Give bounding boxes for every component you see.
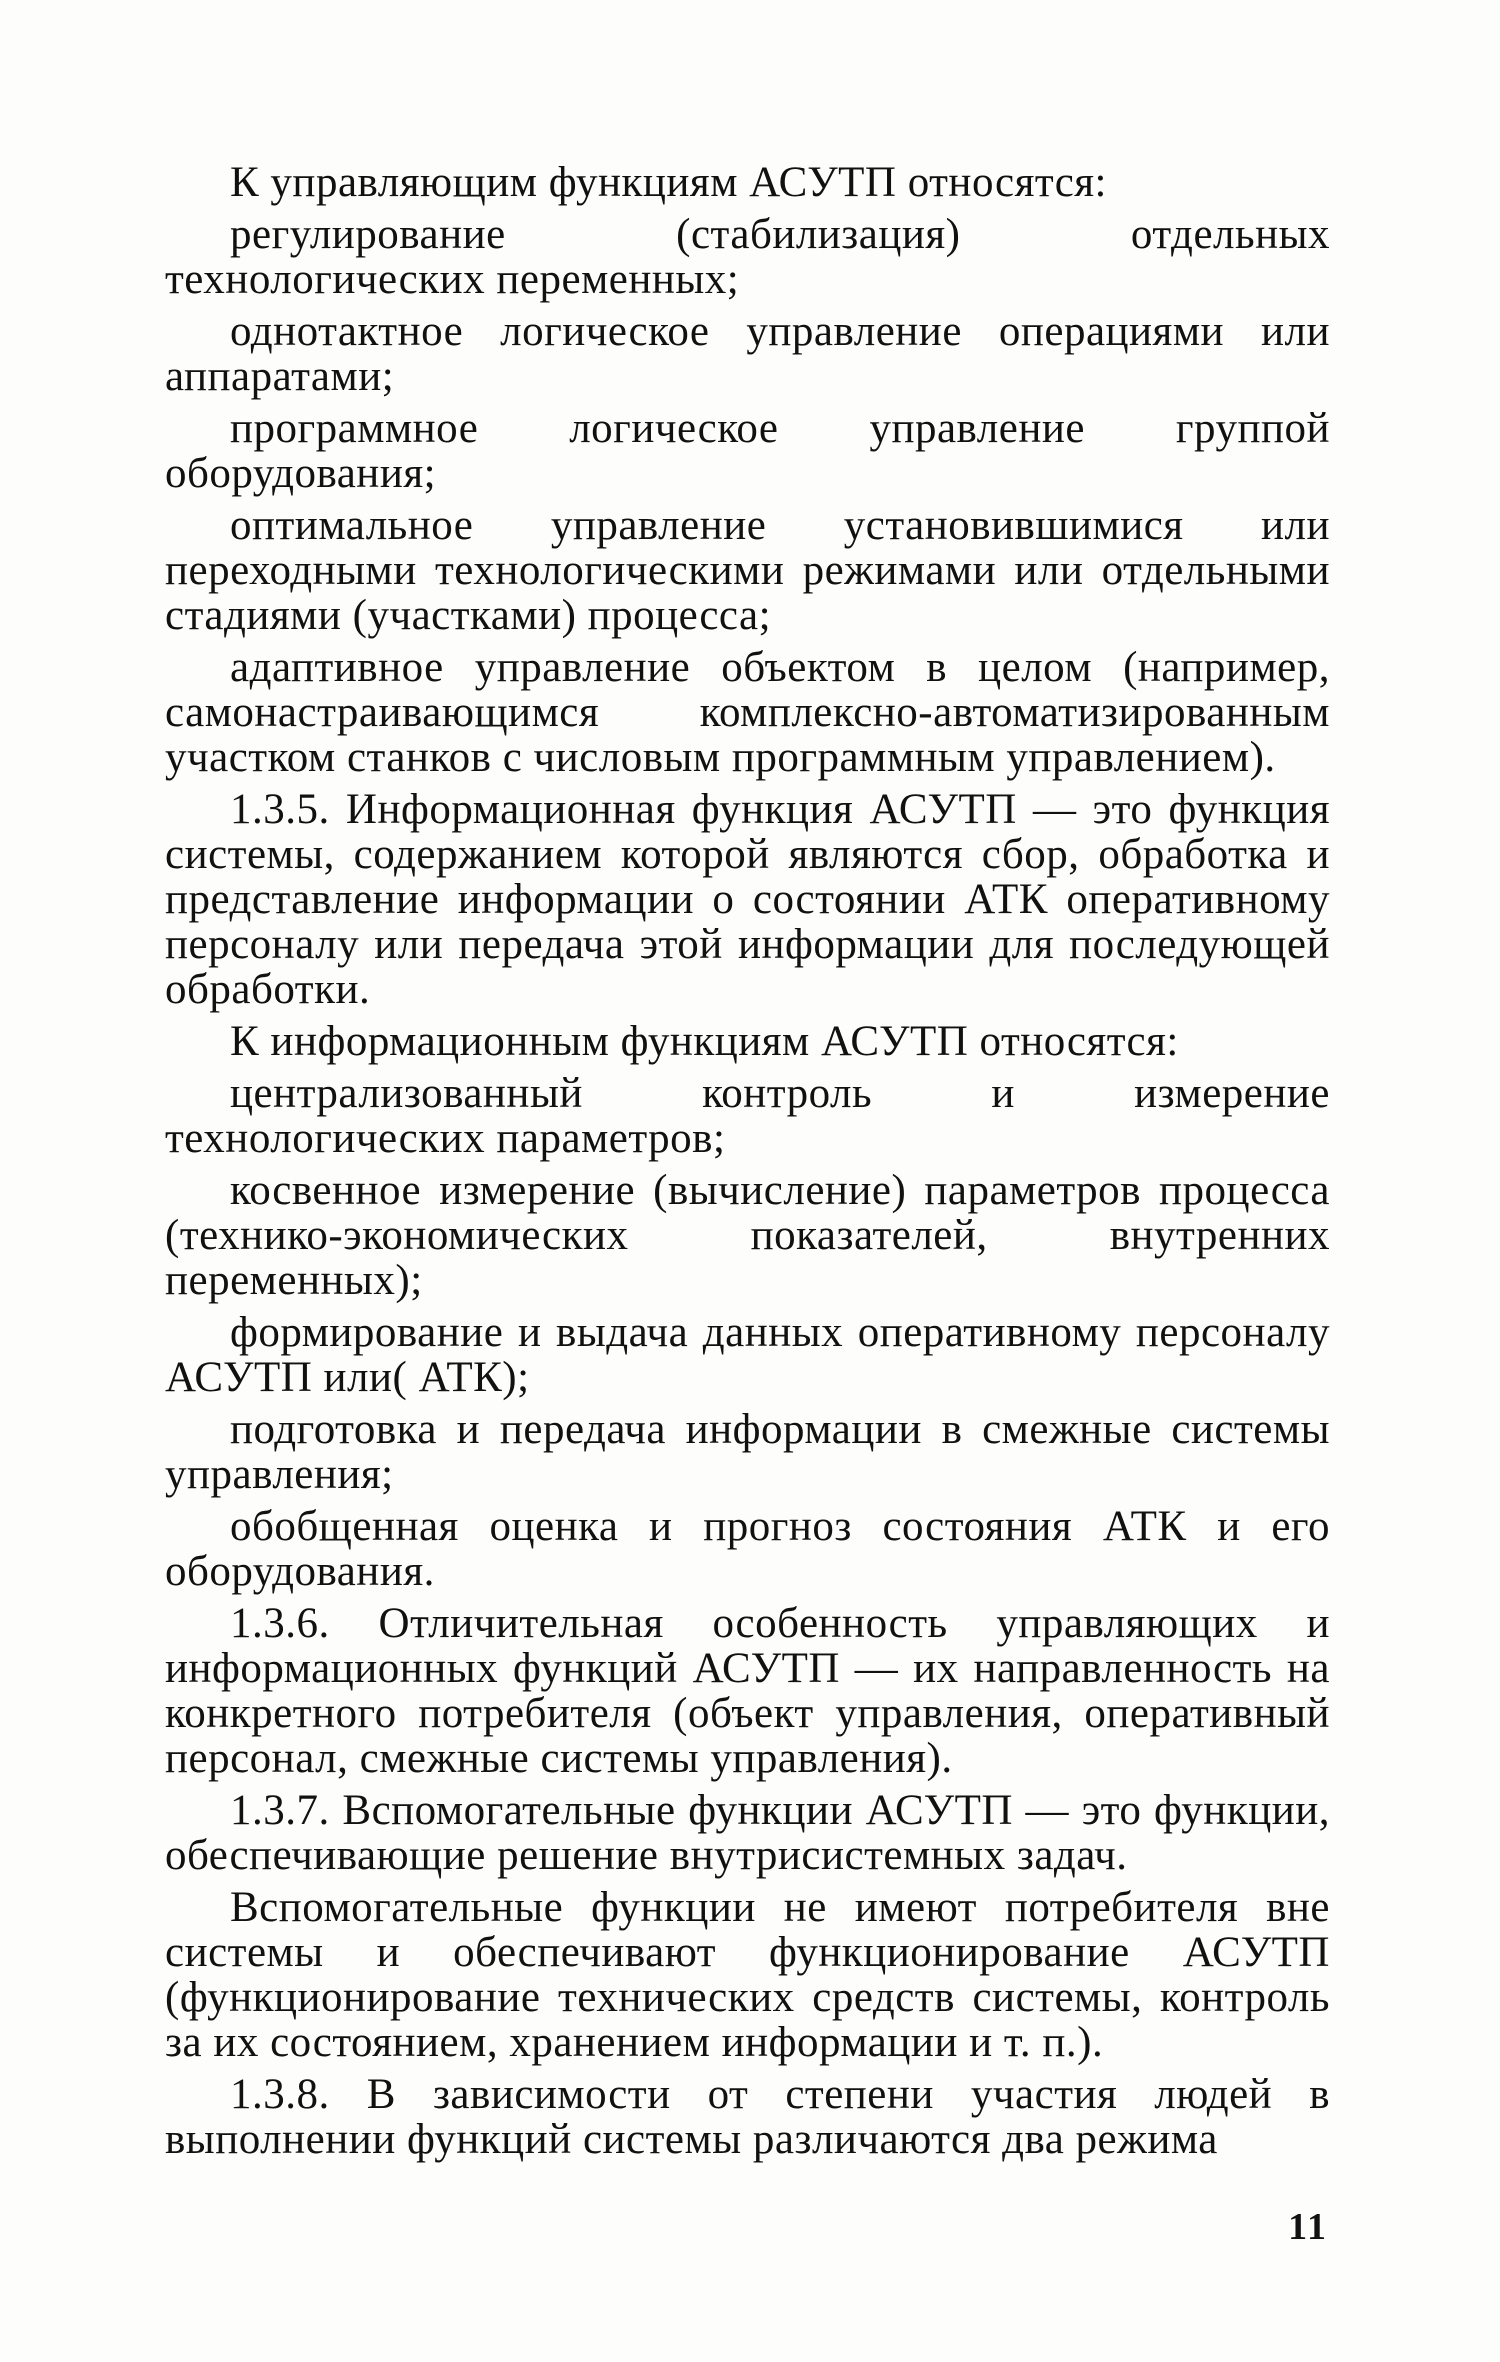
page-number: 11 [1288,2206,1328,2248]
paragraph-regulation: регулирование (стабилизация) отдельных технологических переменных; [165,211,1330,303]
paragraph-single-step-logic: однотактное логическое управление операциями или аппаратами; [165,308,1330,400]
paragraph-adaptive-control: адаптивное управление объектом в целом (например, самонастраивающимся комплексно-автоматизированным участком станков с числовым программным управлением). [165,644,1330,781]
paragraph-optimal-control: оптимальное управление установившимися или переходными технологическими режимами или отдельными стадиями (участками) процесса; [165,502,1330,639]
paragraph-section-1-3-7: 1.3.7. Вспомогательные функции АСУТП — это функции, обеспечивающие решение внутрисистемных задач. [165,1787,1330,1879]
paragraph-auxiliary-functions: Вспомогательные функции не имеют потребителя вне системы и обеспечивают функционирование АСУТП (функционирование технических средств системы, контроль за их состоянием, хранением информации и т. п.). [165,1884,1330,2066]
paragraph-section-1-3-5: 1.3.5. Информационная функция АСУТП — это функция системы, содержанием которой являются сбор, обработка и представление информации о состоянии АТК оперативному персоналу или передача этой информации для последующей обработки. [165,786,1330,1013]
paragraph-state-forecast: обобщенная оценка и прогноз состояния АТК и его оборудования. [165,1503,1330,1595]
paragraph-program-logic: программное логическое управление группой оборудования; [165,405,1330,497]
paragraph-section-1-3-6: 1.3.6. Отличительная особенность управляющих и информационных функций АСУТП — их направленность на конкретного потребителя (объект управления, оперативный персонал, смежные системы управления). [165,1600,1330,1782]
paragraph-control-functions-intro: К управляющим функциям АСУТП относятся: [230,159,1108,206]
paragraph-info-functions-intro: К информационным функциям АСУТП относятся: [230,1018,1179,1065]
body-text [165,160,1330,2169]
paragraph-data-output: формирование и выдача данных оперативному персоналу АСУТП или( АТК); [165,1309,1330,1401]
paragraph-centralized-control: централизованный контроль и измерение технологических параметров; [165,1070,1330,1162]
paragraph-indirect-measurement: косвенное измерение (вычисление) параметров процесса (технико-экономических показателей, внутренних переменных); [165,1167,1330,1304]
paragraph-section-1-3-8: 1.3.8. В зависимости от степени участия людей в выполнении функций системы различаются два режима [165,2071,1330,2163]
paragraph-info-transfer: подготовка и передача информации в смежные системы управления; [165,1406,1330,1498]
